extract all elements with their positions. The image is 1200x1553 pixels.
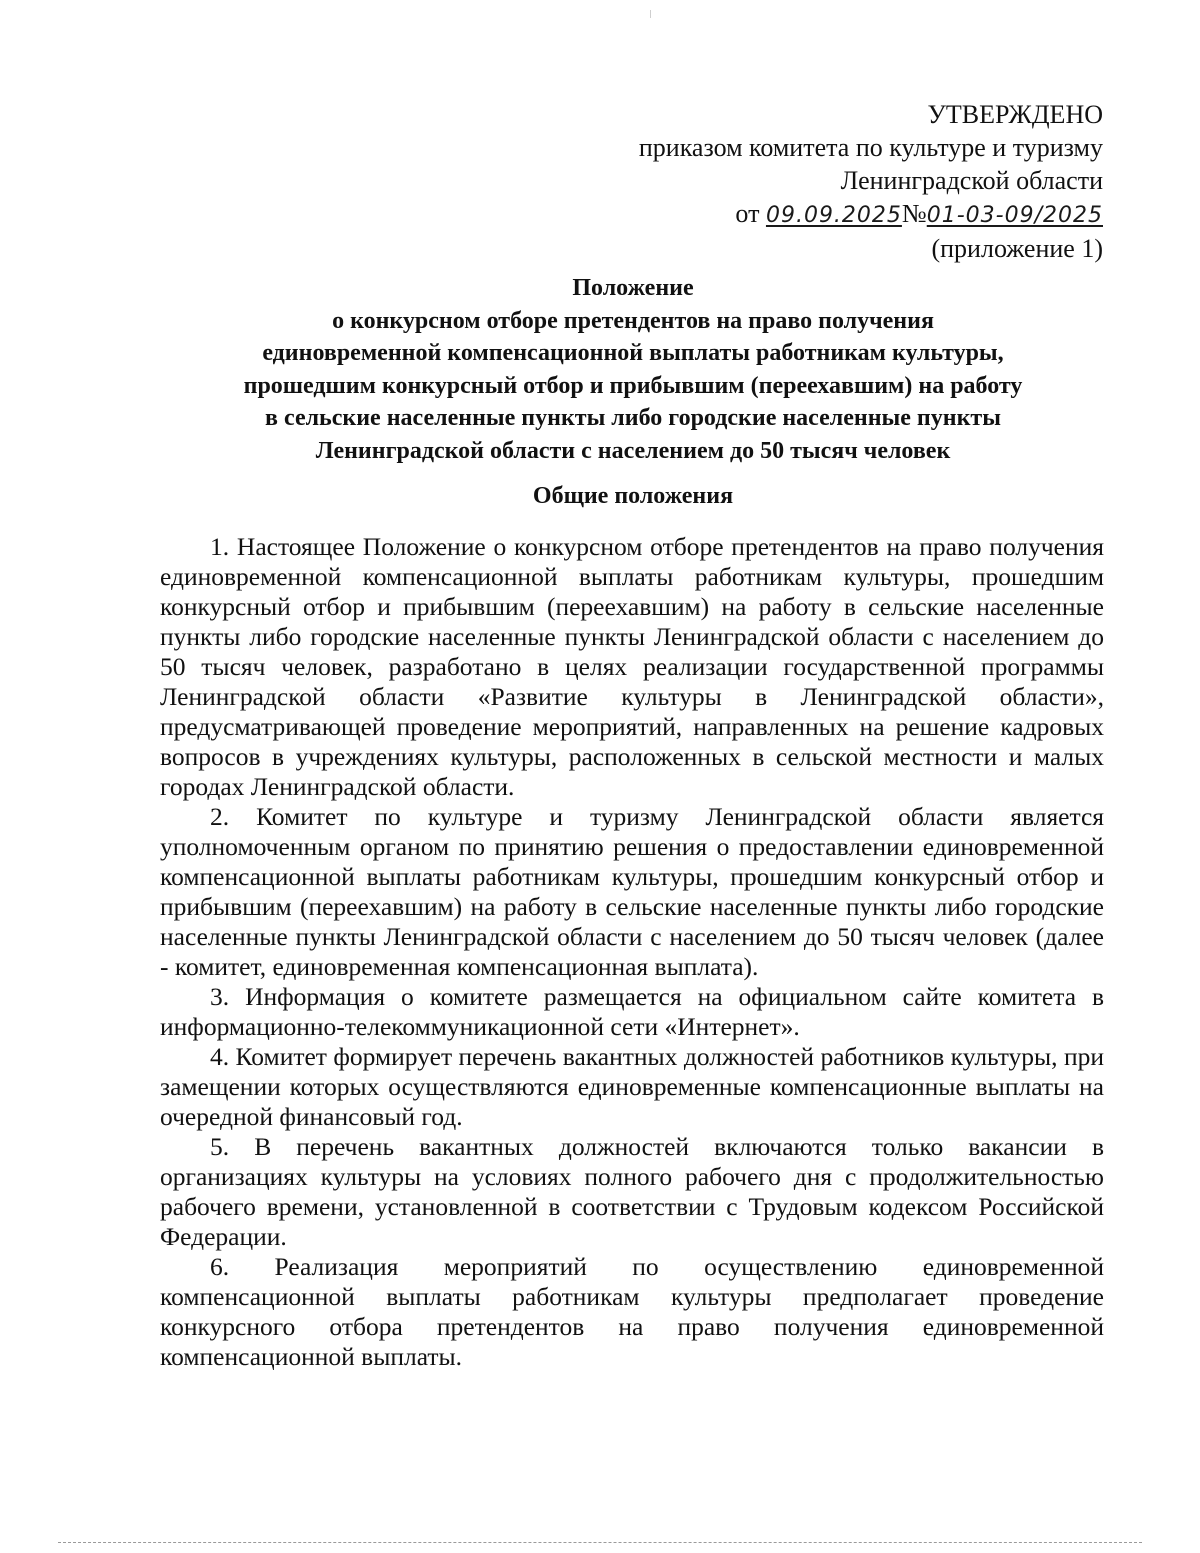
handwritten-date: 09.09.2025	[765, 203, 902, 228]
document-body	[160, 532, 1104, 1372]
title-line-6: Ленинградской области с населением до 50 тысяч человек	[315, 437, 951, 464]
page-bottom-divider	[58, 1542, 1142, 1543]
paragraph-2: 2. Комитет по культуре и туризму Ленинградской области является уполномоченным органом по принятию решения о предоставлении единовременной компенсационной выплаты работникам культуры, прошедшим конкурсный отбор и прибывшим (переехавшим) на работу в сельские населенные пункты либо городские населенные пункты Ленинградской области с населением до 50 тысяч человек (далее - комитет, единовременная компенсационная выплата).	[160, 802, 1104, 981]
approval-stamp-block	[639, 98, 1103, 265]
approval-title: УТВЕРЖДЕНО	[927, 100, 1103, 129]
section-heading: Общие положения	[532, 483, 734, 509]
paragraph-6: 6. Реализация мероприятий по осуществлению единовременной компенсационной выплаты работникам культуры предполагает проведение конкурсного отбора претендентов на право получения единовременной компенсационной выплаты.	[160, 1252, 1104, 1371]
title-line-5: в сельские населенные пункты либо городские населенные пункты	[265, 405, 1001, 431]
title-line-3: единовременной компенсационной выплаты работникам культуры,	[262, 340, 1004, 366]
scan-mark	[650, 10, 651, 18]
approval-date-line	[639, 197, 1103, 232]
paragraph-1: 1. Настоящее Положение о конкурсном отборе претендентов на право получения единовременной компенсационной выплаты работникам культуры, прошедшим конкурсный отбор и прибывшим (переехавшим) на работу в сельские населенные пункты либо городские населенные пункты Ленинградской области с населением до 50 тысяч человек, разработано в целях реализации государственной программы Ленинградской области «Развитие культуры в Ленинградской области», предусматривающей проведение мероприятий, направленных на решение кадровых вопросов в учреждениях культуры, расположенных в сельской местности и малых городах Ленинградской области.	[160, 532, 1104, 801]
date-prefix: от	[735, 199, 766, 228]
paragraph-5: 5. В перечень вакантных должностей включаются только вакансии в организациях культуры на условиях полного рабочего дня с продолжительностью рабочего времени, установленной в соответствии с Трудовым кодексом Российской Федерации.	[160, 1132, 1104, 1251]
paragraph-4: 4. Комитет формирует перечень вакантных должностей работников культуры, при замещении которых осуществляются единовременные компенсационные выплаты на очередной финансовый год.	[160, 1042, 1104, 1131]
title-line-1: Положение	[572, 275, 694, 301]
document-title	[160, 272, 1106, 467]
handwritten-order-number: 01-03-09/2025	[926, 203, 1103, 228]
title-line-4: прошедшим конкурсный отбор и прибывшим (переехавшим) на работу	[243, 372, 1023, 399]
paragraph-3: 3. Информация о комитете размещается на официальном сайте комитета в информационно-телекоммуникационной сети «Интернет».	[160, 982, 1104, 1041]
appendix-label: (приложение 1)	[931, 234, 1103, 263]
title-line-2: о конкурсном отборе претендентов на право получения	[332, 307, 934, 334]
number-prefix: №	[901, 199, 927, 228]
approval-region-line: Ленинградской области	[840, 166, 1103, 195]
approval-order-line: приказом комитета по культуре и туризму	[638, 133, 1103, 162]
